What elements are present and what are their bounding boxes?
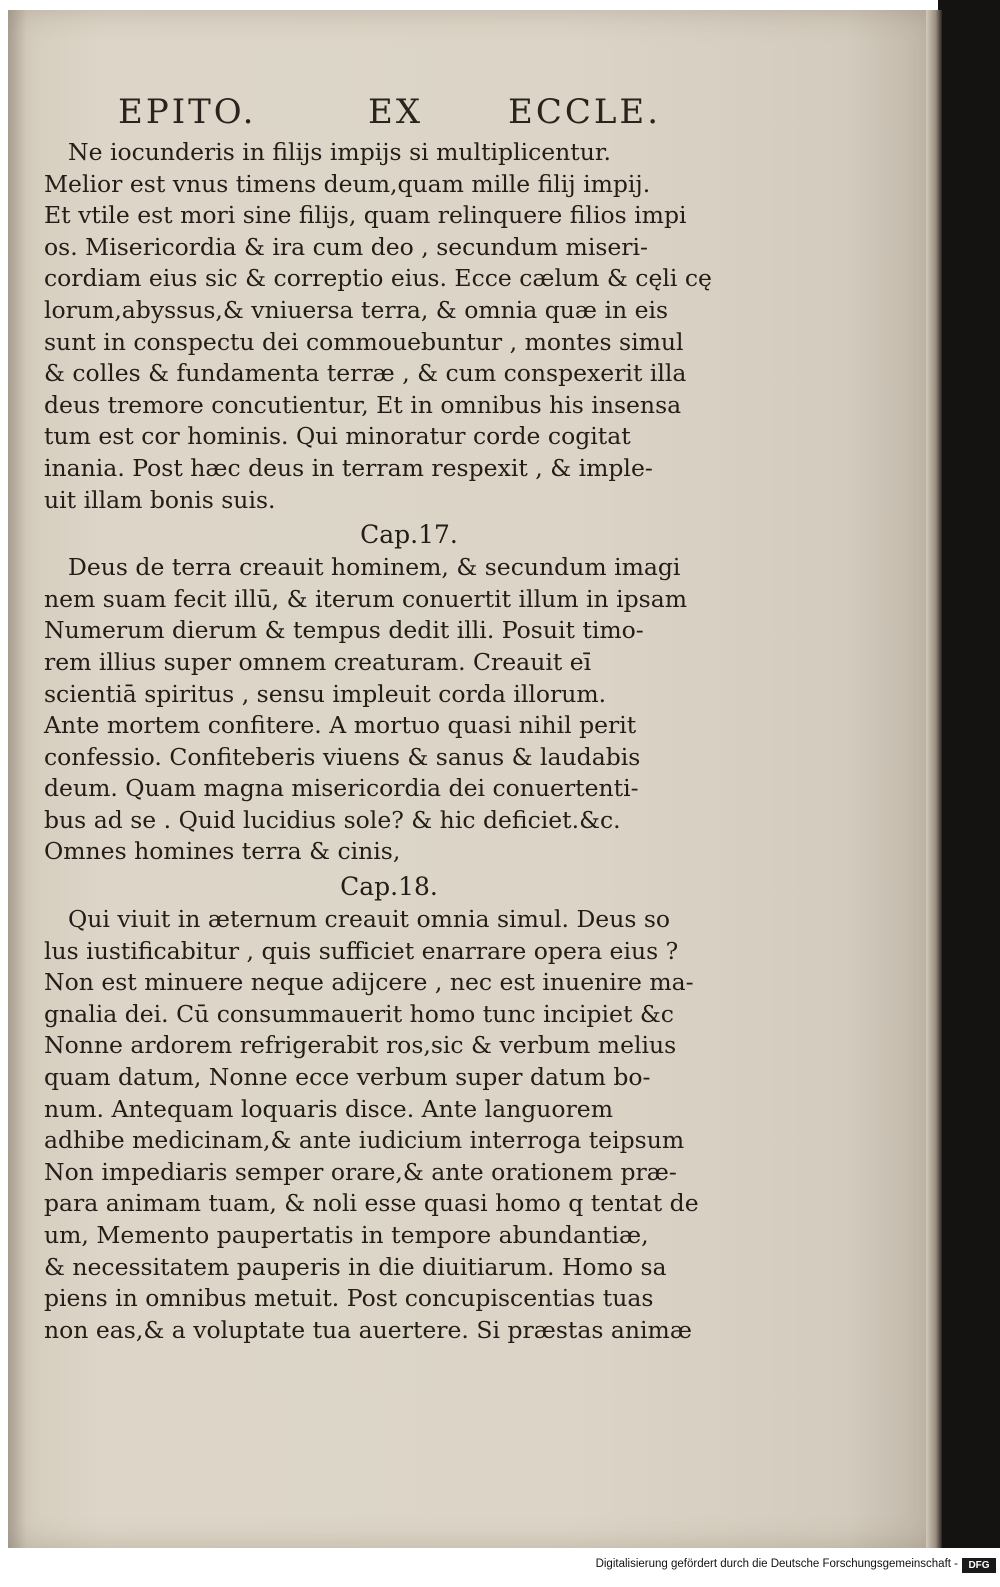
footer-bar <box>0 1548 1000 1587</box>
text-line: para animam tuam, & noli esse quasi homo q tentat de <box>44 1189 699 1218</box>
text-line: Numerum dierum & tempus dedit illi. Posuit timo- <box>44 616 644 645</box>
text-line: gnalia dei. Cū consummauerit homo tunc incipiet &c <box>44 999 674 1028</box>
text-line: lorum,abyssus,& vniuersa terra, & omnia quæ in eis <box>44 295 669 324</box>
text-line: nem suam fecit illū, & iterum conuertit illum in ipsam <box>44 584 688 613</box>
text-line: Melior est vnus timens deum,quam mille filij impij. <box>44 169 651 198</box>
text-line: rem illius super omnem creaturam. Creauit eī <box>44 647 592 676</box>
text-line: Omnes homines terra & cinis, <box>44 837 401 866</box>
text-line: deus tremore concutientur, Et in omnibus his insensa <box>44 390 682 419</box>
dfg-logo-icon: DFG <box>962 1558 996 1573</box>
chapter-heading-18: Cap.18. <box>340 872 438 902</box>
body-text <box>44 137 734 1346</box>
chapter-heading-17: Cap.17. <box>360 520 458 550</box>
running-head-left: EPITO. <box>118 92 257 132</box>
text-line: confessio. Confiteberis viuens & sanus & laudabis <box>44 742 641 771</box>
text-line: os. Misericordia & ira cum deo , secundum miseri- <box>44 232 648 261</box>
text-line: Deus de terra creauit hominem, & secundum imagi <box>68 553 681 582</box>
text-line: Non impediaris semper orare,& ante orationem præ- <box>44 1157 677 1186</box>
running-head-middle: EX <box>368 92 424 132</box>
text-line: tum est cor hominis. Qui minoratur corde cogitat <box>44 422 631 451</box>
text-line: Nonne ardorem refrigerabit ros,sic & verbum melius <box>44 1031 677 1060</box>
text-line: deum. Quam magna misericordia dei conuertenti- <box>44 774 639 803</box>
text-line: non eas,& a voluptate tua auertere. Si præstas animæ <box>44 1315 692 1344</box>
text-line: & necessitatem pauperis in die diuitiarum. Homo sa <box>44 1252 667 1281</box>
text-line: cordiam eius sic & correptio eius. Ecce cælum & cęli cę <box>44 264 712 293</box>
funding-notice: Digitalisierung gefördert durch die Deutsche Forschungsgemeinschaft - <box>595 1558 958 1570</box>
text-line: piens in omnibus metuit. Post concupiscentias tuas <box>44 1284 654 1313</box>
text-line: inania. Post hæc deus in terram respexit , & imple- <box>44 453 653 482</box>
text-line: bus ad se . Quid lucidius sole? & hic deficiet.&c. <box>44 805 621 834</box>
text-line: um, Memento paupertatis in tempore abundantiæ, <box>44 1221 649 1249</box>
running-head-right: ECCLE. <box>508 92 662 132</box>
text-line: quam datum, Nonne ecce verbum super datum bo- <box>44 1063 651 1092</box>
text-line: Ne iocunderis in filijs impijs si multiplicentur. <box>68 138 612 166</box>
text-line: Ante mortem confitere. A mortuo quasi nihil perit <box>44 711 637 740</box>
page-edge <box>926 10 942 1548</box>
text-line: uit illam bonis suis. <box>44 485 276 514</box>
text-line: Non est minuere neque adijcere , nec est inuenire ma- <box>44 968 694 997</box>
text-line: Qui viuit in æternum creauit omnia simul. Deus so <box>68 905 671 934</box>
text-line: lus iustificabitur , quis sufficiet enarrare opera eius ? <box>44 936 679 965</box>
running-head <box>118 92 662 142</box>
text-line: scientiā spiritus , sensu impleuit corda illorum. <box>44 679 607 708</box>
text-line: num. Antequam loquaris disce. Ante languorem <box>44 1094 613 1123</box>
text-line: & colles & fundamenta terræ , & cum conspexerit illa <box>44 359 687 388</box>
scanner-background <box>938 0 1000 1548</box>
text-line: adhibe medicinam,& ante iudicium interroga teipsum <box>44 1126 685 1155</box>
text-line: Et vtile est mori sine filijs, quam relinquere filios impi <box>44 201 687 230</box>
text-line: sunt in conspectu dei commouebuntur , montes simul <box>44 327 684 356</box>
